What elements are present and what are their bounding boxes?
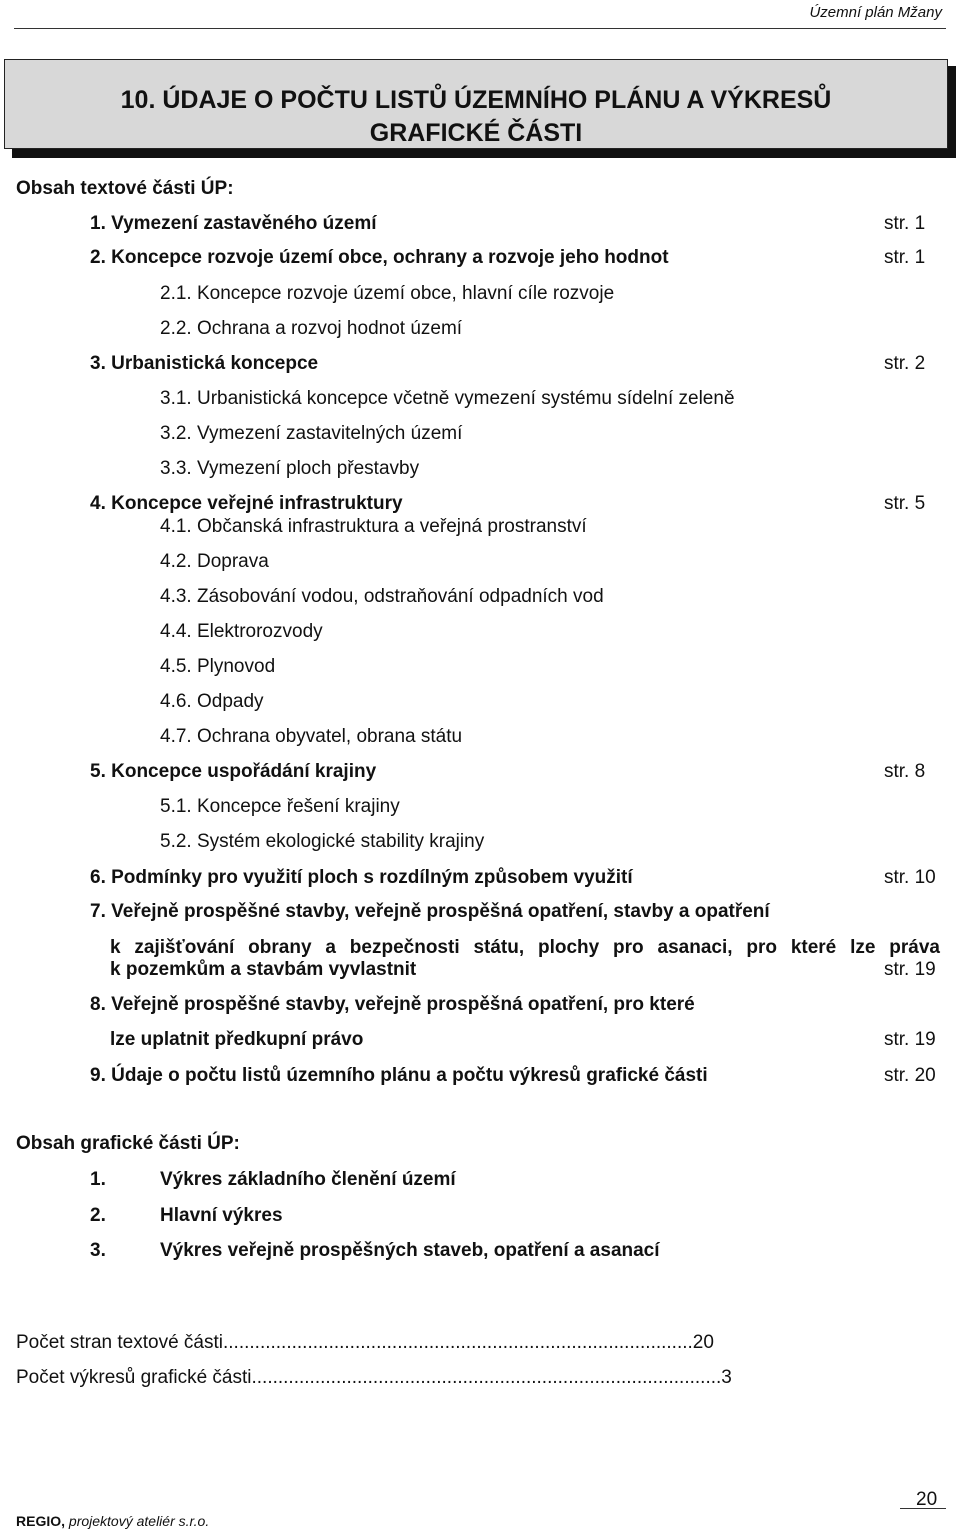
footer-company-rest: projektový ateliér s.r.o. — [65, 1513, 210, 1529]
document-name-header: Územní plán Mžany — [809, 4, 942, 21]
toc-page-5: str. 8 — [884, 761, 926, 782]
toc-page-8: str. 19 — [884, 1029, 936, 1050]
toc-item-7-cont: k zajišťování obrany a bezpečnosti státu, plochy pro asanaci, pro které lze práva — [110, 937, 940, 958]
graphic-item-1: Výkres základního členění území — [160, 1169, 456, 1190]
toc-item-2-1: 2.1. Koncepce rozvoje území obce, hlavní cíle rozvoje — [160, 283, 615, 304]
toc-item-1: 1. Vymezení zastavěného území — [90, 213, 377, 234]
drawing-count: Počet výkresů grafické části.........................................................................................3 — [16, 1367, 732, 1388]
text-section-heading: Obsah textové části ÚP: — [16, 178, 234, 199]
toc-item-4-7: 4.7. Ochrana obyvatel, obrana státu — [160, 726, 463, 747]
graphic-item-3: Výkres veřejně prospěšných staveb, opatření a asanací — [160, 1240, 660, 1261]
toc-item-2-2: 2.2. Ochrana a rozvoj hodnot území — [160, 318, 463, 339]
page-number: 20 — [916, 1489, 938, 1510]
graphic-item-num-1: 1. — [90, 1169, 106, 1190]
toc-page-4: str. 5 — [884, 493, 926, 514]
toc-page-2: str. 1 — [884, 247, 926, 268]
toc-page-1: str. 1 — [884, 213, 926, 234]
toc-item-5-2: 5.2. Systém ekologické stability krajiny — [160, 831, 485, 852]
toc-page-3: str. 2 — [884, 353, 926, 374]
toc-item-3-3: 3.3. Vymezení ploch přestavby — [160, 458, 420, 479]
toc-item-7: 7. Veřejně prospěšné stavby, veřejně prospěšná opatření, stavby a opatření — [90, 901, 770, 922]
toc-item-4-1: 4.1. Občanská infrastruktura a veřejná prostranství — [160, 516, 587, 537]
toc-item-4-4: 4.4. Elektrorozvody — [160, 621, 323, 642]
toc-item-4-6: 4.6. Odpady — [160, 691, 264, 712]
toc-item-2: 2. Koncepce rozvoje území obce, ochrany a rozvoje jeho hodnot — [90, 247, 669, 268]
graphic-item-2: Hlavní výkres — [160, 1205, 283, 1226]
toc-item-8: 8. Veřejně prospěšné stavby, veřejně prospěšná opatření, pro které — [90, 994, 695, 1015]
toc-item-5: 5. Koncepce uspořádání krajiny — [90, 761, 377, 782]
header-rule — [14, 28, 946, 29]
toc-item-7-end: k pozemkům a stavbám vyvlastnit — [110, 959, 417, 980]
toc-item-3-1: 3.1. Urbanistická koncepce včetně vymezení systému sídelní zeleně — [160, 388, 735, 409]
page-title — [5, 84, 947, 150]
toc-item-4-2: 4.2. Doprava — [160, 551, 269, 572]
toc-item-5-1: 5.1. Koncepce řešení krajiny — [160, 796, 400, 817]
toc-item-4: 4. Koncepce veřejné infrastruktury — [90, 493, 403, 514]
text-page-count: Počet stran textové části.........................................................................................20 — [16, 1332, 714, 1353]
toc-item-9: 9. Údaje o počtu listů územního plánu a počtu výkresů grafické části — [90, 1065, 708, 1086]
graphic-item-num-3: 3. — [90, 1240, 106, 1261]
toc-item-4-5: 4.5. Plynovod — [160, 656, 276, 677]
toc-item-4-3: 4.3. Zásobování vodou, odstraňování odpadních vod — [160, 586, 604, 607]
toc-page-7: str. 19 — [884, 959, 936, 980]
page-title-line2: GRAFICKÉ ČÁSTI — [369, 119, 583, 147]
graphic-section-heading: Obsah grafické části ÚP: — [16, 1133, 240, 1154]
toc-page-9: str. 20 — [884, 1065, 936, 1086]
footer-rule — [900, 1508, 946, 1509]
toc-page-6: str. 10 — [884, 867, 936, 888]
toc-item-3-2: 3.2. Vymezení zastavitelných území — [160, 423, 463, 444]
title-box — [4, 59, 948, 149]
toc-item-6: 6. Podmínky pro využití ploch s rozdílným způsobem využití — [90, 867, 633, 888]
footer-company — [16, 1513, 209, 1529]
page-title-line1: 10. ÚDAJE O POČTU LISTŮ ÚZEMNÍHO PLÁNU A VÝKRESŮ — [120, 86, 832, 114]
toc-item-3: 3. Urbanistická koncepce — [90, 353, 319, 374]
footer-company-bold: REGIO, — [16, 1513, 66, 1529]
graphic-item-num-2: 2. — [90, 1205, 106, 1226]
toc-item-8-end: lze uplatnit předkupní právo — [110, 1029, 364, 1050]
